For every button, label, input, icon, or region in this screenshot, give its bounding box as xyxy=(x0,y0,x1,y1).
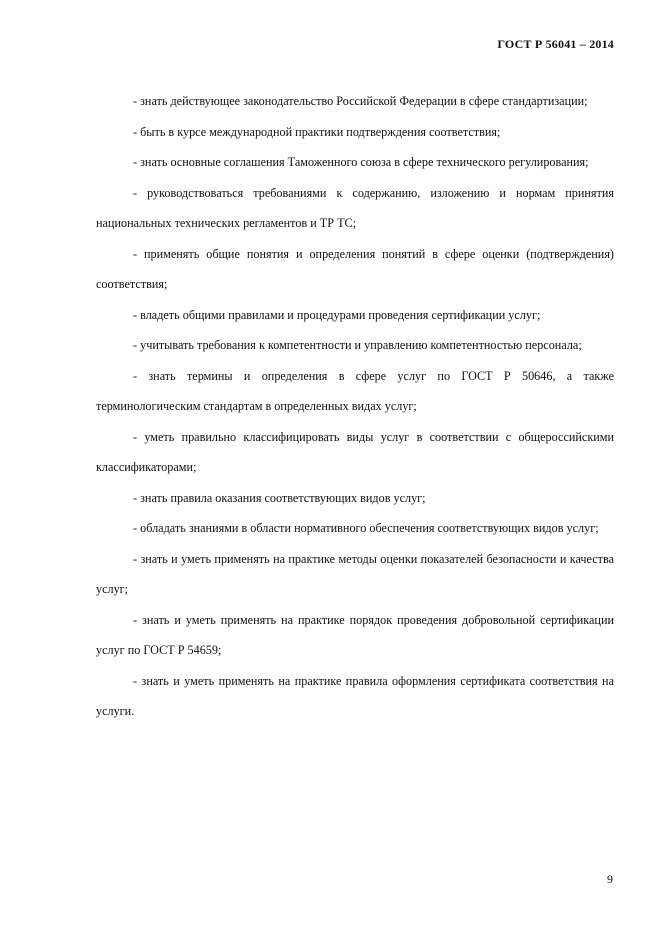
list-item: - владеть общими правилами и процедурами проведения сертификации услуг; xyxy=(133,307,541,322)
list-item: - знать действующее законодательство Российской Федерации в сфере стандартизации; xyxy=(133,94,588,108)
list-item: - знать и уметь применять на практике порядок проведения добровольной сертификации услуг по ГОСТ Р 54659; xyxy=(96,612,614,657)
list-item: - применять общие понятия и определения понятий в сфере оценки (подтверждения) соответствия; xyxy=(96,246,614,291)
page-number: 9 xyxy=(607,872,613,886)
document-code-header: ГОСТ Р 56041 – 2014 xyxy=(497,37,614,51)
list-item: - обладать знаниями в области нормативного обеспечения соответствующих видов услуг; xyxy=(133,521,599,535)
list-item: - быть в курсе международной практики подтверждения соответствия; xyxy=(133,124,501,139)
list-item: - руководствоваться требованиями к содержанию, изложению и нормам принятия национальных технических регламентов и ТР ТС; xyxy=(96,185,614,230)
list-item: - знать и уметь применять на практике методы оценки показателей безопасности и качества услуг; xyxy=(96,551,614,596)
list-item: - уметь правильно классифицировать виды услуг в соответствии с общероссийскими классификаторами; xyxy=(96,429,614,474)
requirements-list xyxy=(96,86,614,727)
list-item: - знать правила оказания соответствующих видов услуг; xyxy=(133,490,426,505)
list-item: - знать термины и определения в сфере услуг по ГОСТ Р 50646, а также терминологическим стандартам в определенных видах услуг; xyxy=(96,368,614,413)
list-item: - знать и уметь применять на практике правила оформления сертификата соответствия на услуги. xyxy=(96,673,614,718)
list-item: - учитывать требования к компетентности и управлению компетентностью персонала; xyxy=(133,338,582,352)
list-item: - знать основные соглашения Таможенного союза в сфере технического регулирования; xyxy=(133,155,589,169)
